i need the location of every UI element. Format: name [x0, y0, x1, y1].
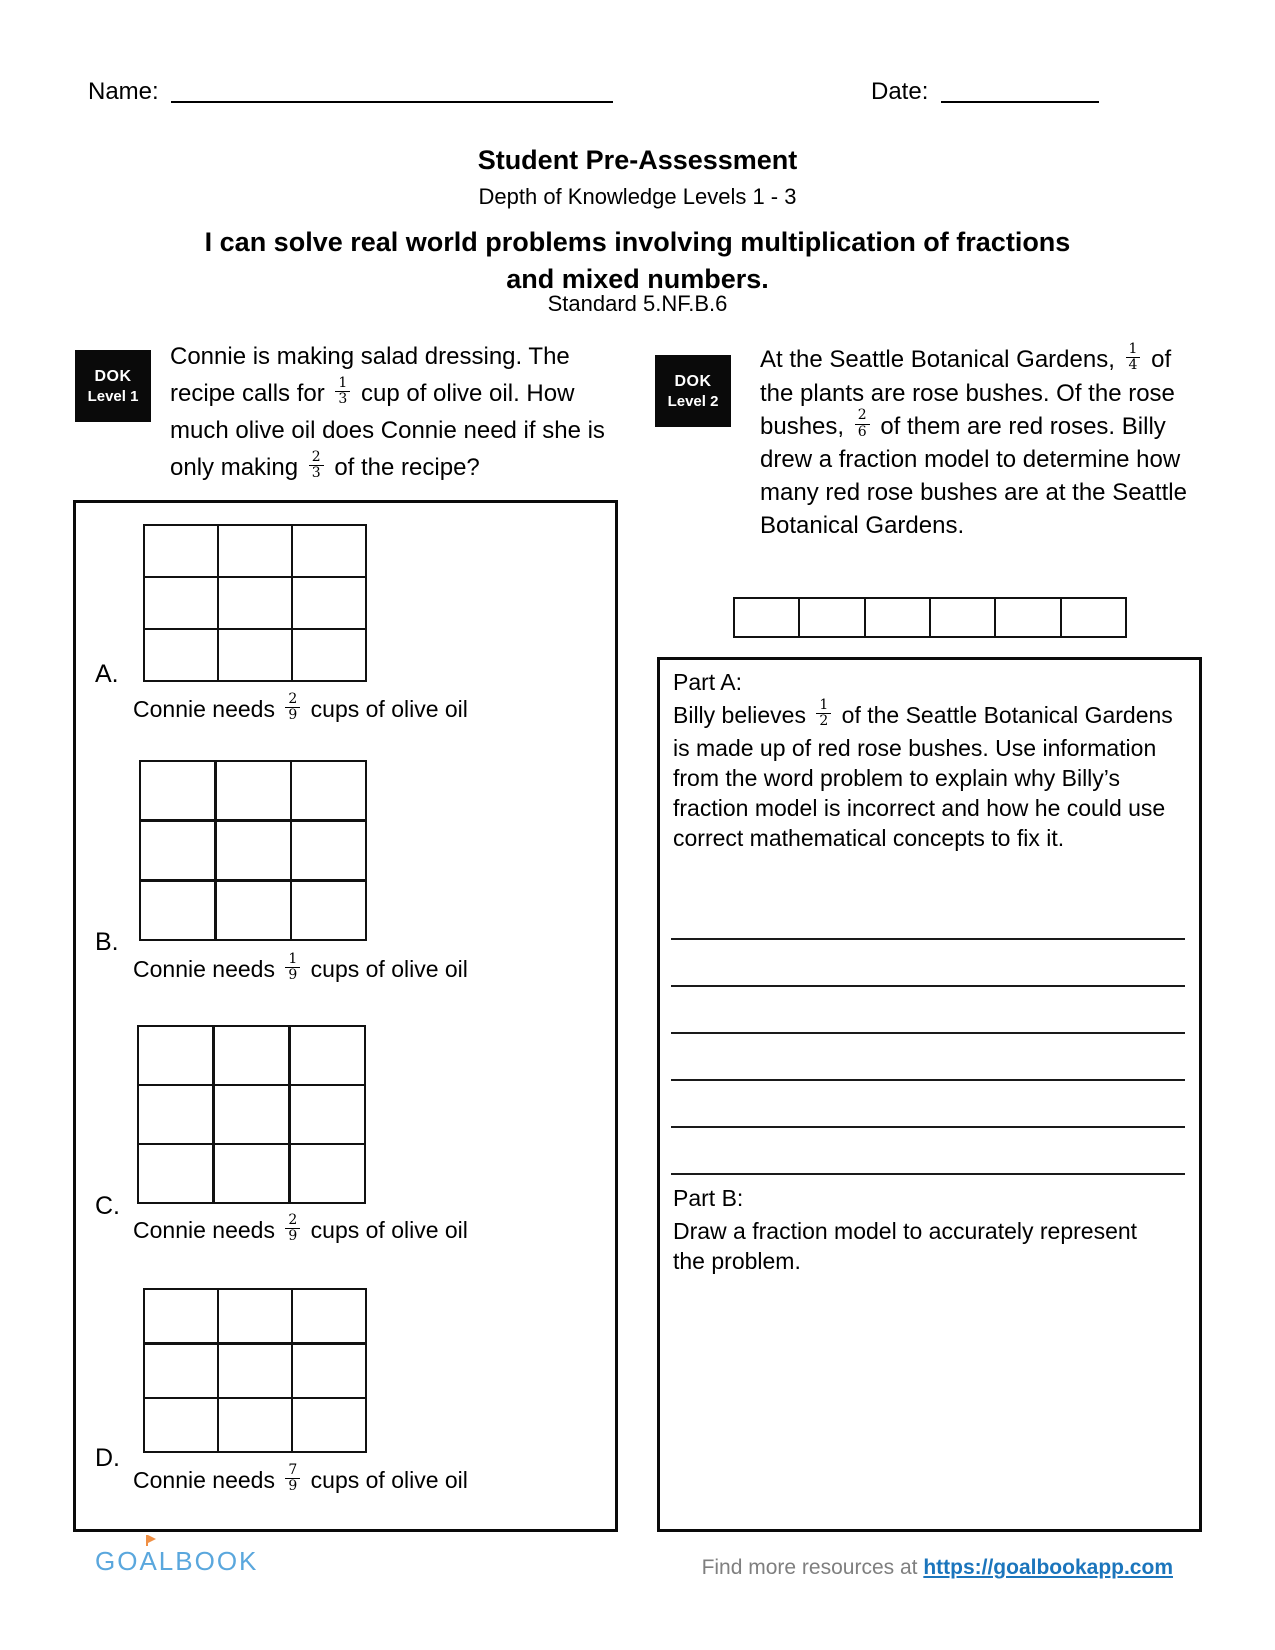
grid-cell-fwd: [141, 822, 214, 879]
grid-cell-white: [291, 1145, 364, 1202]
grid-cell-white: [293, 630, 365, 680]
date-label: Date:: [871, 78, 929, 105]
answer-line: [671, 1128, 1185, 1175]
grid-cell-white: [219, 630, 291, 680]
part-a-b-box: [657, 657, 1202, 1532]
grid-cell-back: [293, 578, 365, 628]
answer-line: [671, 940, 1185, 987]
fraction-model-a: [143, 524, 367, 682]
date-field-row: [871, 78, 1099, 106]
billys-bar-model: [733, 597, 1127, 638]
bar-cell-fwd: [735, 599, 798, 636]
grid-cell-white: [292, 882, 365, 939]
option-c-label[interactable]: C.: [95, 1192, 120, 1220]
option-a-label[interactable]: A.: [95, 660, 119, 688]
fraction: $\frac{2}{6}$: [855, 408, 870, 440]
fraction: $\frac{1}{2}$: [816, 698, 831, 730]
bar-cell-fwd: [800, 599, 863, 636]
logo-text-post: LBOOK: [158, 1546, 259, 1576]
part-b-prompt: Draw a fraction model to accurately represent the problem.: [673, 1218, 1138, 1274]
objective-line-2: and mixed numbers.: [506, 264, 769, 294]
grid-cell-fwd: [145, 1399, 217, 1451]
grid-cell-white: [291, 1086, 364, 1143]
dok2-question-text: At the Seattle Botanical Gardens, $\frac{1}{4}$ of the plants are rose bushes. Of the rose bushes, $\frac{2}{6}$ of them are red roses. Billy drew a fraction model to determine how many red rose bushes are at the Seattle Botanical Gardens.: [760, 340, 1187, 540]
grid-cell-cross: [145, 1290, 217, 1342]
flag-icon: [146, 1535, 148, 1546]
grid-cell-white: [217, 882, 290, 939]
fraction: $\frac{2}{9}$: [285, 1213, 300, 1245]
grid-cell-fwd: [215, 1145, 288, 1202]
answer-line: [671, 893, 1185, 940]
dok-level-text: Level 2: [667, 392, 719, 410]
dok1-question-text: Connie is making salad dressing. The recipe calls for $\frac{1}{3}$ cup of olive oil. How much olive oil does Connie need if she is only making $\frac{2}{3}$ of the recipe?: [170, 343, 605, 482]
bar-cell-white: [996, 599, 1059, 636]
grid-cell-white: [219, 1399, 291, 1451]
grid-cell-fwd: [139, 1086, 212, 1143]
option-d-caption: Connie needs $\frac{7}{9}$ cups of olive oil: [133, 1462, 468, 1495]
grid-cell-back: [219, 1345, 291, 1397]
dok-badge-text: DOK: [674, 372, 712, 390]
grid-cell-cross: [141, 762, 214, 819]
part-a-label: Part A:: [673, 669, 743, 695]
fraction: $\frac{1}{4}$: [1126, 342, 1141, 374]
dok-badge-text: DOK: [94, 367, 132, 385]
grid-cell-cross: [145, 1345, 217, 1397]
option-d-label[interactable]: D.: [95, 1444, 120, 1472]
dok-level-2-badge: [655, 355, 731, 427]
fraction: $\frac{7}{9}$: [285, 1463, 300, 1495]
dok-level-text: Level 1: [87, 387, 139, 405]
grid-cell-white: [292, 762, 365, 819]
dok-level-1-badge: [75, 350, 151, 422]
grid-cell-fwd: [215, 1086, 288, 1143]
part-a-prompt: Billy believes $\frac{1}{2}$ of the Seattle Botanical Gardens is made up of red rose bushes. Use information from the word problem to explain why Billy’s fraction model is incorrect and how he could use correct mathematical concepts to fix it.: [673, 697, 1173, 851]
fraction: $\frac{2}{9}$: [285, 692, 300, 724]
answer-line: [671, 1081, 1185, 1128]
fraction-model-d: [143, 1288, 367, 1453]
name-blank-line: [171, 79, 613, 103]
part-b-label: Part B:: [673, 1185, 744, 1211]
standard-label: Standard 5.NF.B.6: [547, 291, 728, 316]
learning-objective: [0, 224, 1275, 298]
grid-cell-white: [292, 822, 365, 879]
answer-line: [671, 987, 1185, 1034]
grid-cell-back: [217, 762, 290, 819]
goalbook-logo: [95, 1546, 258, 1577]
footer-resources: [702, 1556, 1173, 1580]
grid-cell-fwd: [141, 882, 214, 939]
page-title: Student Pre-Assessment: [477, 145, 798, 175]
fraction: $\frac{2}{3}$: [309, 450, 324, 482]
grid-cell-cross: [215, 1027, 288, 1084]
goalbookapp-link[interactable]: https://goalbookapp.com: [923, 1556, 1173, 1579]
fraction-model-b: [139, 760, 367, 941]
grid-cell-back: [293, 526, 365, 576]
footer-find-text: Find more resources at: [701, 1556, 924, 1579]
option-b-label[interactable]: B.: [95, 928, 119, 956]
grid-cell-back: [293, 1290, 365, 1342]
part-a-answer-lines: [671, 893, 1185, 1175]
option-a-caption: Connie needs $\frac{2}{9}$ cups of olive oil: [133, 691, 468, 724]
fraction: $\frac{1}{9}$: [285, 952, 300, 984]
page-subtitle: Depth of Knowledge Levels 1 - 3: [478, 184, 797, 209]
grid-cell-cross: [139, 1027, 212, 1084]
logo-letter-a: A: [139, 1546, 158, 1576]
grid-cell-white: [217, 822, 290, 879]
grid-cell-back: [219, 578, 291, 628]
bar-cell-back: [1062, 599, 1125, 636]
fraction: $\frac{1}{3}$: [335, 376, 350, 408]
option-b-caption: Connie needs $\frac{1}{9}$ cups of olive oil: [133, 951, 468, 984]
answer-line: [671, 1034, 1185, 1081]
grid-cell-cross: [145, 526, 217, 576]
grid-cell-back: [293, 1345, 365, 1397]
option-c-caption: Connie needs $\frac{2}{9}$ cups of olive oil: [133, 1212, 468, 1245]
grid-cell-back: [219, 526, 291, 576]
grid-cell-fwd: [145, 630, 217, 680]
bar-cell-white: [866, 599, 929, 636]
date-blank-line: [941, 79, 1099, 103]
grid-cell-white: [291, 1027, 364, 1084]
grid-cell-cross: [145, 578, 217, 628]
grid-cell-fwd: [139, 1145, 212, 1202]
logo-text-pre: GO: [95, 1546, 140, 1576]
bar-cell-white: [931, 599, 994, 636]
fraction-model-c: [137, 1025, 366, 1204]
objective-line-1: I can solve real world problems involving multiplication of fractions: [204, 227, 1071, 257]
name-field-row: [88, 78, 613, 106]
name-label: Name:: [88, 78, 159, 105]
grid-cell-back: [219, 1290, 291, 1342]
grid-cell-white: [293, 1399, 365, 1451]
